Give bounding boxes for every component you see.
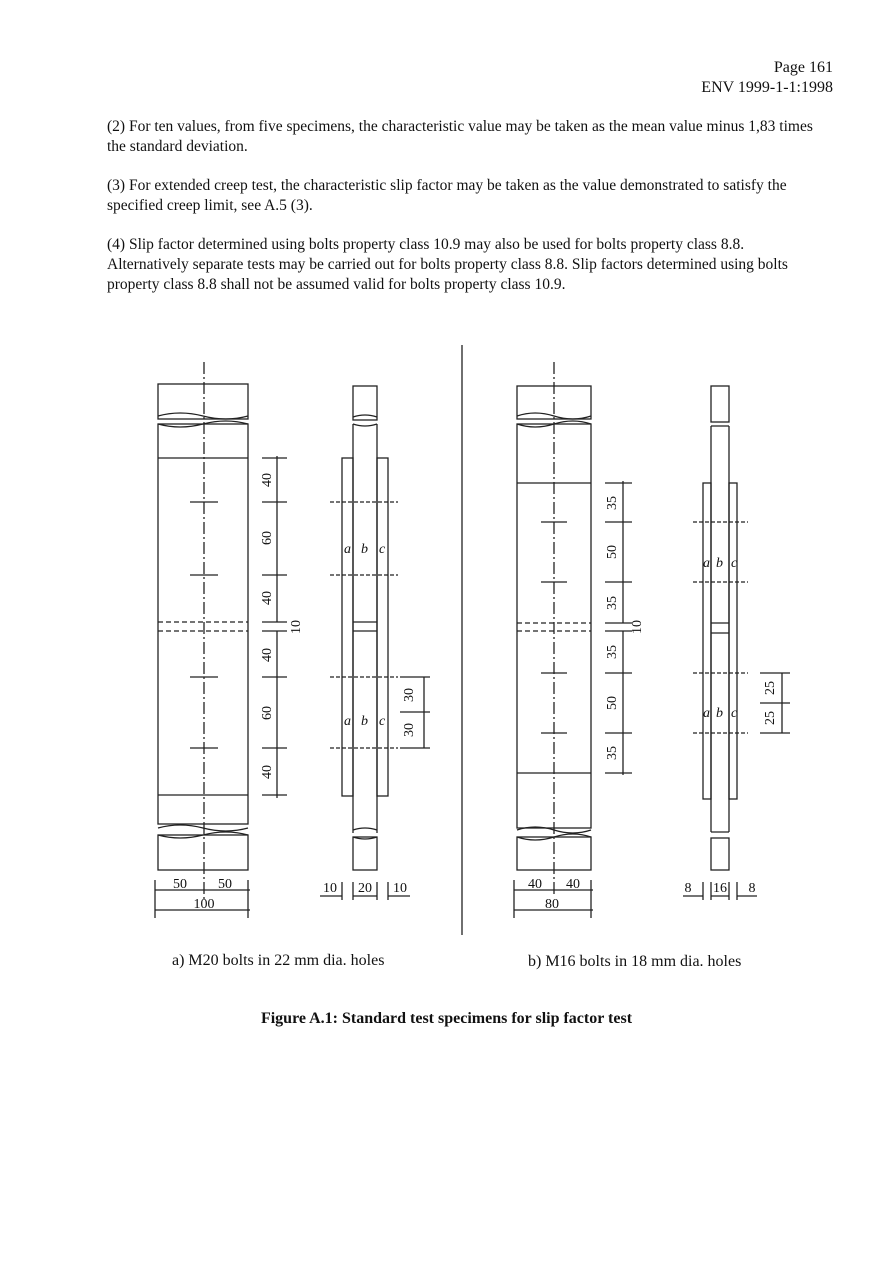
left-front-dim-30a: 30 <box>402 688 417 702</box>
left-width-50a: 50 <box>173 877 187 892</box>
left-width-100: 100 <box>193 897 215 912</box>
paragraph-3: (3) For extended creep test, the characteristic slip factor may be taken as the value demonstrated to satisfy the specified creep limit, see A.5 (3). <box>107 177 787 214</box>
left-plate-label-c2: c <box>379 714 386 729</box>
paragraph-2: (2) For ten values, from five specimens, the characteristic value may be taken as the mean value minus 1,83 times the standard deviation. <box>107 118 813 155</box>
right-specimen-face <box>517 362 591 895</box>
left-thick-10a: 10 <box>323 881 337 896</box>
left-plate-label-a2: a <box>344 714 351 729</box>
left-thick-10b: 10 <box>393 881 407 896</box>
figure-title: Figure A.1: Standard test specimens for slip factor test <box>260 1010 633 1027</box>
left-thick-20: 20 <box>358 881 372 896</box>
right-thick-16: 16 <box>713 881 727 896</box>
right-plate-label-b1: b <box>716 556 723 571</box>
paragraph-4: (4) Slip factor determined using bolts property class 10.9 may also be used for bolts property class 8.8. Alternatively separate tests may be carried out for bolts property class 8.8. Slip factors determined using bolts property class 8.8 shall not be assumed valid for bolts property class 10.9. <box>107 236 788 293</box>
left-dim-40c: 40 <box>260 648 275 662</box>
right-plate-label-c2: c <box>731 706 738 721</box>
left-gap-dim: 10 <box>289 620 304 634</box>
left-specimen-side <box>330 386 398 870</box>
left-specimen-face <box>158 362 248 900</box>
left-plate-label-b1: b <box>361 542 368 557</box>
right-spacing-dimension <box>605 481 632 775</box>
right-plate-label-c1: c <box>731 556 738 571</box>
right-plate-label-b2: b <box>716 706 723 721</box>
right-front-dim-25b: 25 <box>763 711 778 725</box>
right-dim-35b: 35 <box>605 596 620 610</box>
left-front-dim-30b: 30 <box>402 723 417 737</box>
right-specimen-side <box>693 386 748 870</box>
right-dim-35a: 35 <box>605 496 620 510</box>
left-dim-60a: 60 <box>260 531 275 545</box>
right-gap-dim: 10 <box>630 620 645 634</box>
caption-right: b) M16 bolts in 18 mm dia. holes <box>528 953 742 970</box>
left-plate-label-b2: b <box>361 714 368 729</box>
left-dim-60b: 60 <box>260 706 275 720</box>
right-front-dim-25a: 25 <box>763 681 778 695</box>
caption-left: a) M20 bolts in 22 mm dia. holes <box>172 952 385 969</box>
left-plate-label-a1: a <box>344 542 351 557</box>
right-dim-35c: 35 <box>605 645 620 659</box>
right-width-40a: 40 <box>528 877 542 892</box>
right-width-40b: 40 <box>566 877 580 892</box>
left-dim-40d: 40 <box>260 765 275 779</box>
left-plate-label-c1: c <box>379 542 386 557</box>
right-thick-8b: 8 <box>748 881 756 896</box>
right-plate-label-a1: a <box>703 556 710 571</box>
right-thick-8a: 8 <box>684 881 692 896</box>
standard-reference: ENV 1999-1-1:1998 <box>701 79 833 96</box>
right-dim-50a: 50 <box>605 545 620 559</box>
right-dim-50b: 50 <box>605 696 620 710</box>
left-width-50b: 50 <box>218 877 232 892</box>
right-dim-35d: 35 <box>605 746 620 760</box>
left-dim-40a: 40 <box>260 473 275 487</box>
left-dim-40b: 40 <box>260 591 275 605</box>
page-number: Page 161 <box>773 59 833 76</box>
right-plate-label-a2: a <box>703 706 710 721</box>
right-width-80: 80 <box>545 897 559 912</box>
left-spacing-dimension <box>262 456 287 798</box>
